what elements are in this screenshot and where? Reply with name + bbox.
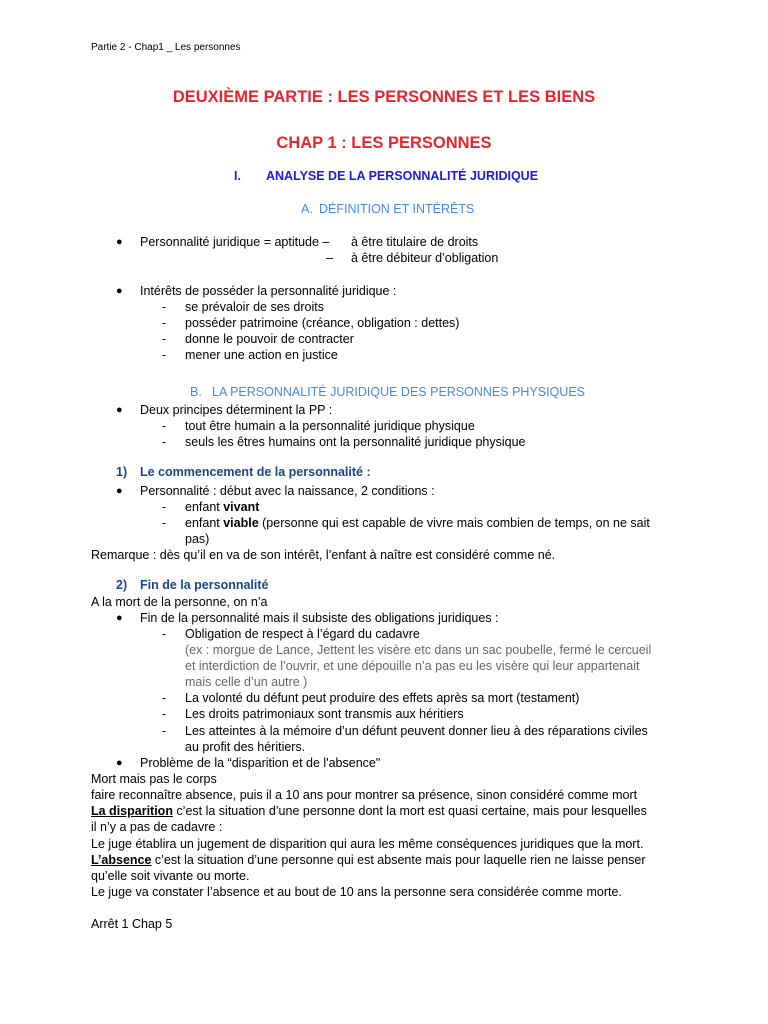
list-item: mener une action en justice — [185, 348, 338, 362]
bullet-text: Intérêts de posséder la personnalité juridique : — [140, 284, 397, 298]
example-note: (ex : morgue de Lance, Jettent les visère etc dans un sac poubelle, fermé le cercueil — [185, 643, 652, 657]
dash-marker: - — [162, 627, 167, 641]
list-item: seuls les êtres humains ont la personnalité juridique physique — [185, 435, 526, 449]
dash-marker: - — [162, 516, 167, 530]
paragraph: qu’elle soit vivante ou morte. — [91, 869, 250, 883]
section-heading-i — [234, 169, 538, 183]
bullet-text: Fin de la personnalité mais il subsiste des obligations juridiques : — [140, 611, 499, 625]
dash-marker: - — [162, 435, 167, 449]
paragraph: Mort mais pas le corps — [91, 772, 217, 786]
list-item: Obligation de respect à l’égard du cadavre — [185, 627, 420, 641]
dash-marker: - — [162, 332, 167, 346]
bullet-icon: ● — [116, 757, 123, 769]
subsection-label: DÉFINITION ET INTÉRÊTS — [319, 202, 475, 216]
list-item — [185, 515, 650, 531]
list-item-text: enfant — [185, 500, 224, 514]
bullet-text: Deux principes déterminent la PP : — [140, 403, 333, 417]
dash-marker: - — [162, 316, 167, 330]
dash-marker: - — [162, 348, 167, 362]
list-item: se prévaloir de ses droits — [185, 300, 324, 314]
example-note: mais celle d’un autre ) — [185, 675, 308, 689]
subsection-label: Le commencement de la personnalité : — [140, 465, 371, 479]
list-item: tout être humain a la personnalité juridique physique — [185, 419, 475, 433]
subsection-label: LA PERSONNALITÉ JURIDIQUE DES PERSONNES PHYSIQUES — [212, 385, 586, 399]
chapter-title: CHAP 1 : LES PERSONNES — [276, 134, 492, 152]
paragraph: A la mort de la personne, on n’a — [91, 595, 268, 609]
subsection-number: B. — [190, 385, 202, 399]
section-number: I. — [234, 169, 241, 183]
bullet-text: Personnalité juridique = aptitude – — [140, 235, 330, 249]
subsection-number: A. — [301, 202, 313, 216]
subsection-heading-a — [301, 202, 474, 216]
bullet-text: Problème de la “disparition et de l'absence" — [140, 756, 381, 770]
paragraph-text: c’est la situation d’une personne qui est absente mais pour laquelle rien ne laisse penser — [151, 853, 646, 867]
term-absence: L’absence — [91, 853, 152, 867]
page-header: Partie 2 - Chap1 _ Les personnes — [91, 42, 241, 53]
subsection-number: 2) — [116, 578, 128, 592]
list-item-text: enfant — [185, 516, 224, 530]
section-label: ANALYSE DE LA PERSONNALITÉ JURIDIQUE — [266, 169, 539, 183]
subsection-heading-b — [190, 385, 585, 399]
subsection-heading-2 — [116, 578, 269, 592]
bullet-icon: ● — [116, 236, 123, 248]
list-item-emphasis: vivant — [223, 500, 260, 514]
list-item: La volonté du défunt peut produire des effets après sa mort (testament) — [185, 691, 580, 705]
dash-marker: - — [162, 724, 167, 738]
part-title: DEUXIÈME PARTIE : LES PERSONNES ET LES BIENS — [172, 88, 596, 106]
list-item-emphasis: viable — [223, 516, 259, 530]
paragraph — [91, 803, 647, 819]
dash-marker: - — [162, 419, 167, 433]
bullet-icon: ● — [116, 485, 123, 497]
paragraph-text: c’est la situation d’une personne dont la mort est quasi certaine, mais pour lesquelles — [172, 804, 647, 818]
list-item-continuation: pas) — [185, 532, 210, 546]
paragraph: faire reconnaître absence, puis il a 10 ans pour montrer sa présence, sinon considéré comme mort — [91, 788, 638, 802]
paragraph: il n’y a pas de cadavre : — [91, 820, 223, 834]
dash-marker: - — [162, 691, 167, 705]
subsection-heading-1 — [116, 465, 371, 479]
bullet-icon: ● — [116, 612, 123, 624]
list-item: Les droits patrimoniaux sont transmis aux héritiers — [185, 707, 464, 721]
bullet-text-continuation: à être titulaire de droits — [351, 235, 479, 249]
example-note: et interdiction de l’ouvrir, et une dépouille n’a pas eu les visère qui leur appartenait — [185, 659, 640, 673]
list-item-text: (personne qui est capable de vivre mais combien de temps, on ne sait — [258, 516, 650, 530]
dash-marker: - — [162, 707, 167, 721]
list-item: donne le pouvoir de contracter — [185, 332, 354, 346]
paragraph: Le juge va constater l’absence et au bout de 10 ans la personne sera considérée comme morte. — [91, 885, 622, 899]
subsection-label: Fin de la personnalité — [140, 578, 269, 592]
bullet-icon: ● — [116, 285, 123, 297]
bullet-text-continuation: à être débiteur d’obligation — [351, 251, 499, 265]
dash-marker: - — [162, 300, 167, 314]
list-item: Les atteintes à la mémoire d’un défunt peuvent donner lieu à des réparations civiles — [185, 724, 648, 738]
dash-marker: – — [326, 251, 333, 265]
list-item: posséder patrimoine (créance, obligation : dettes) — [185, 316, 460, 330]
paragraph: Le juge établira un jugement de disparition qui aura les même conséquences juridiques que la mort. — [91, 837, 644, 851]
bullet-text: Personnalité : début avec la naissance, 2 conditions : — [140, 484, 435, 498]
list-item-continuation: au profit des héritiers. — [185, 740, 306, 754]
subsection-number: 1) — [116, 465, 128, 479]
dash-marker: - — [162, 500, 167, 514]
bullet-icon: ● — [116, 404, 123, 416]
term-disparition: La disparition — [91, 804, 173, 818]
list-item — [185, 499, 259, 515]
remark-paragraph: Remarque : dès qu’il en va de son intérêt, l’enfant à naître est considéré comme né. — [91, 548, 556, 562]
paragraph: Arrêt 1 Chap 5 — [91, 917, 173, 931]
paragraph — [91, 852, 646, 868]
